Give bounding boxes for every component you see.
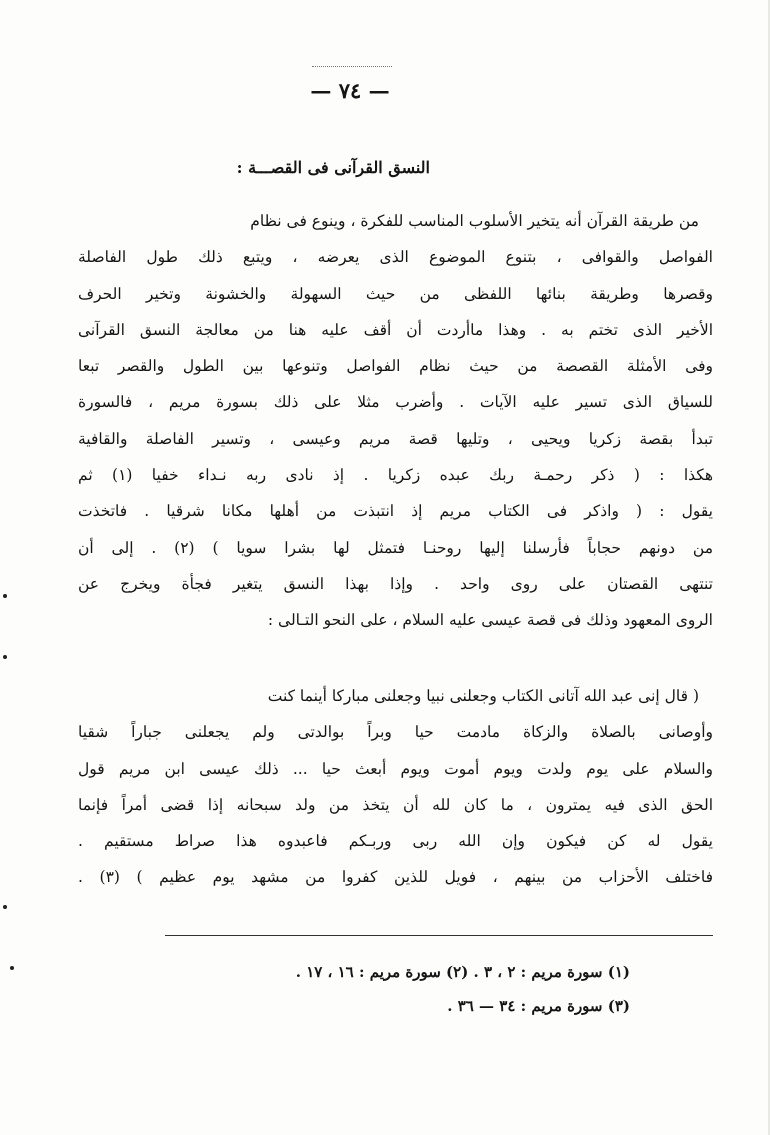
footnote-separator bbox=[165, 935, 713, 936]
text-line: للسياق الذى تسير عليه الآيات . وأضرب مثلا على ذلك بسورة مريم ، فالسورة bbox=[78, 393, 713, 412]
text-line: الأخير الذى تختم به . وهذا ماأردت أن أقف عليه هنا من معالجة النسق القرآنى bbox=[78, 320, 713, 339]
text-line: يقول : ( واذكر فى الكتاب مريم إذ انتبذت من أهلها مكانا شرقيا . فاتخذت bbox=[78, 502, 713, 521]
text-line: وفى الأمثلة القصصة من حيث نظام الفواصل وتنوعها بين الطول والقصر تبعا bbox=[78, 357, 713, 376]
paragraph-main bbox=[78, 203, 713, 639]
top-ornament bbox=[312, 66, 392, 75]
text-line: من دونهم حجاباً فأرسلنا إليها روحنـا فتمثل لها بشرا سويا ) (٢) . إلى أن bbox=[78, 538, 713, 557]
text-line: تنتهى القصتان على روى واحد . وإذا بهذا النسق يتغير فجأة ويخرج عن bbox=[78, 574, 713, 593]
text-line: الفواصل والقوافى ، بتنوع الموضوع الذى يعرضه ، ويتبع ذلك طول الفاصلة bbox=[78, 248, 713, 267]
text-line: وقصرها وطريقة بنائها اللفظى من حيث السهولة والخشونة وتخير الحرف bbox=[78, 284, 713, 303]
quote-line: الحق الذى فيه يمترون ، ما كان لله أن يتخذ من ولد سبحانه إذا قضى أمراً فإنما bbox=[78, 795, 713, 814]
page-number: — ٧٤ — bbox=[310, 78, 390, 103]
footnote-line: (٣) سورة مريم : ٣٤ — ٣٦ . bbox=[447, 997, 630, 1015]
text-line: هكذا : ( ذكر رحمـة ربك عبده زكريا . إذ نادى ربه نـداء خفيا (١) ثم bbox=[78, 466, 713, 485]
quote-line: وأوصانى بالصلاة والزكاة مادمت حيا وبراً بوالدتى ولم يجعلنى جباراً شقيا bbox=[78, 723, 713, 742]
margin-speck bbox=[3, 655, 7, 659]
section-heading: النسق القرآنى فى القصـــة : bbox=[236, 158, 430, 177]
margin-speck bbox=[10, 966, 14, 970]
text-line: الروى المعهود وذلك فى قصة عيسى عليه السلام ، على النحو التـالى : bbox=[267, 611, 713, 630]
margin-speck bbox=[3, 594, 7, 598]
quote-line: فاختلف الأحزاب من بينهم ، فويل للذين كفروا من مشهد يوم عظيم ) (٣) . bbox=[78, 868, 713, 887]
text-line: من طريقة القرآن أنه يتخير الأسلوب المناسب للفكرة ، وينوع فى نظام bbox=[250, 212, 699, 230]
paragraph-quote bbox=[78, 678, 713, 896]
quote-line: والسلام على يوم ولدت ويوم أموت ويوم أبعث حيا ... ذلك عيسى ابن مريم قول bbox=[78, 759, 713, 778]
margin-speck bbox=[3, 905, 7, 909]
text-line: تبدأ بقصة زكريا ويحيى ، وتليها قصة مريم وعيسى ، وتسير الفاصلة والقافية bbox=[78, 429, 713, 448]
footnote-line: (١) سورة مريم : ٢ ، ٣ . (٢) سورة مريم : ١٦ ، ١٧ . bbox=[295, 963, 630, 981]
quote-line: يقول له كن فيكون وإن الله ربى وربـكم فاعبدوه هذا صراط مستقيم . bbox=[78, 832, 713, 851]
quote-line: ( قال إنى عبد الله آتانى الكتاب وجعلنى نبيا وجعلنى مباركا أينما كنت bbox=[267, 687, 699, 705]
footnotes bbox=[296, 955, 630, 1023]
